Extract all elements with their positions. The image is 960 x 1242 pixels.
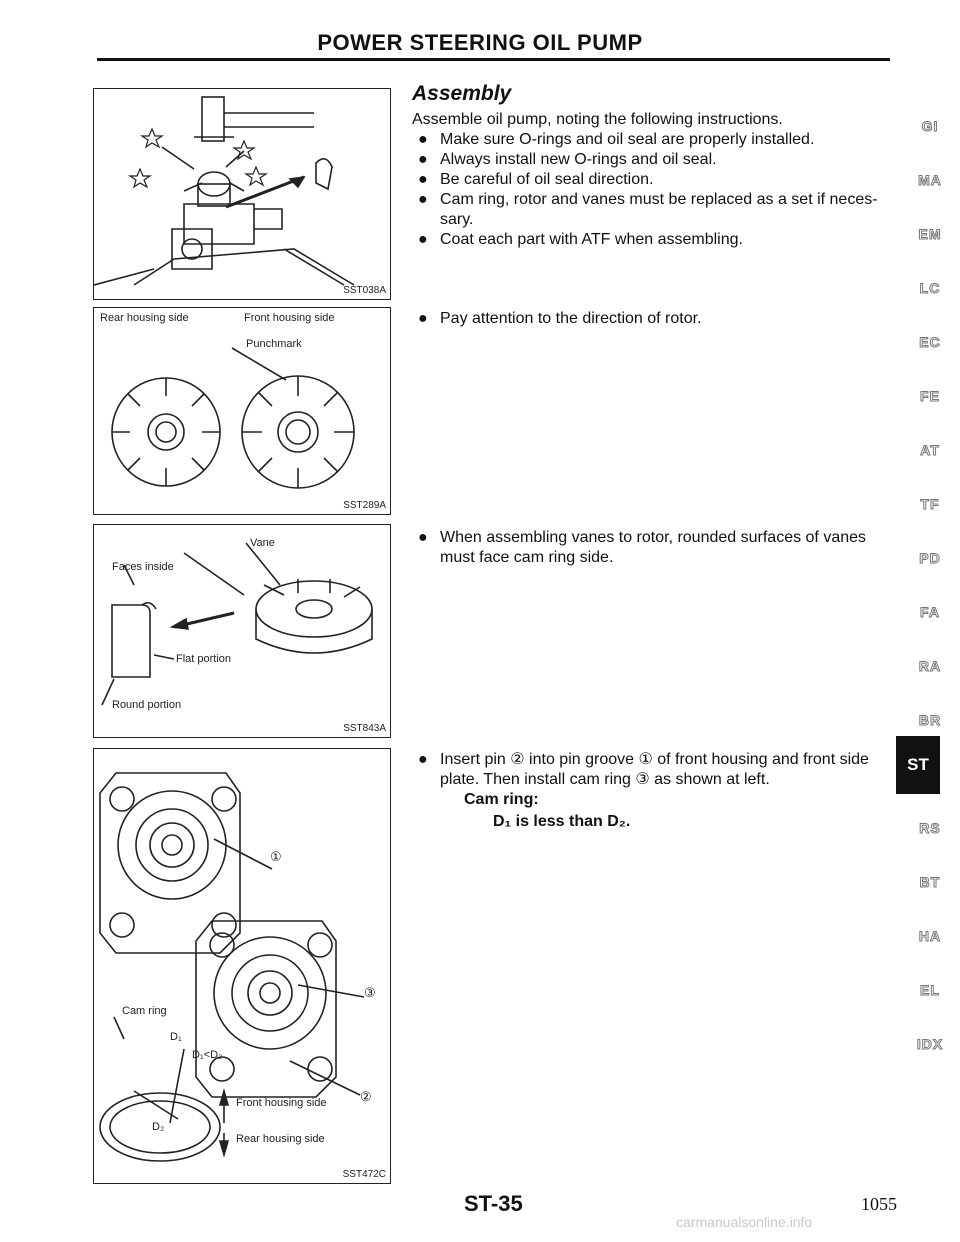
figure-code: SST289A [343, 500, 386, 511]
bullet-text: Cam ring, rotor and vanes must be replaced as a set if neces- [440, 191, 878, 208]
bullet-dot: ● [418, 310, 428, 327]
figure-rotor-direction [93, 307, 391, 515]
label-punchmark: Punchmark [246, 338, 302, 350]
figure-code: SST843A [343, 723, 386, 734]
label-vane: Vane [250, 537, 275, 549]
step-text: When assembling vanes to rotor, rounded surfaces of vanes [440, 529, 867, 546]
cam-ring-rule: D₁ is less than D₂. [493, 813, 631, 830]
step-text: plate. Then install cam ring ③ as shown at left. [440, 771, 770, 788]
side-tab-at[interactable]: AT [920, 442, 940, 458]
step-text: Insert pin ② into pin groove ① of front housing and front side [440, 751, 869, 768]
side-tab-br[interactable]: BR [918, 712, 942, 728]
side-tab-ra[interactable]: RA [918, 658, 942, 674]
watermark: carmanualsonline.info [676, 1214, 813, 1230]
step-text: Pay attention to the direction of rotor. [440, 310, 702, 327]
bullet-text: Be careful of oil seal direction. [440, 171, 654, 188]
side-tab-pd[interactable]: PD [919, 550, 941, 566]
label-rear-housing-side: Rear housing side [100, 312, 189, 324]
side-tab-gi[interactable]: GI [921, 118, 939, 134]
label-d2: D₂ [152, 1121, 165, 1133]
label-front-housing-side: Front housing side [244, 312, 335, 324]
bullet-text: Make sure O-rings and oil seal are properly installed. [440, 131, 815, 148]
bullet-dot: ● [418, 231, 428, 248]
label-faces-inside: Faces inside [112, 561, 174, 573]
side-tab-ma[interactable]: MA [918, 172, 942, 188]
bullet-dot: ● [418, 529, 428, 546]
side-tab-bt[interactable]: BT [919, 874, 941, 890]
assembly-intro: Assemble oil pump, noting the following instructions. [412, 111, 783, 128]
cam-ring-illustration [94, 749, 390, 1183]
page-title: POWER STEERING OIL PUMP [317, 30, 643, 55]
side-tab-ec[interactable]: EC [919, 334, 941, 350]
label-cam-ring: Cam ring [122, 1005, 167, 1017]
label-front-housing-side: Front housing side [236, 1097, 327, 1109]
figure-code: SST472C [342, 1169, 386, 1180]
page-number: 1055 [861, 1194, 897, 1214]
section-heading-assembly: Assembly [412, 82, 512, 105]
bullet-dot: ● [418, 191, 428, 208]
side-tab-fa[interactable]: FA [920, 604, 940, 620]
label-flat-portion: Flat portion [176, 653, 232, 665]
bullet-dot: ● [418, 171, 428, 188]
cam-ring-label: Cam ring: [464, 791, 539, 808]
title-rule [97, 58, 890, 61]
page-code: ST-35 [464, 1191, 523, 1216]
side-tab-rs[interactable]: RS [919, 820, 941, 836]
label-d1-less-than-d2: D₁<D₂ [192, 1049, 223, 1061]
rotor-illustration [94, 308, 390, 514]
side-tab-st-active[interactable]: ST [896, 736, 940, 794]
label-rear-housing-side: Rear housing side [236, 1133, 325, 1145]
bullet-dot: ● [418, 151, 428, 168]
figure-cam-ring [93, 748, 391, 1184]
callout-pin-groove: ① [270, 849, 282, 864]
side-tab-fe[interactable]: FE [920, 388, 940, 404]
side-tab-idx[interactable]: IDX [916, 1036, 944, 1052]
callout-pin: ② [360, 1089, 372, 1104]
callout-cam-ring: ③ [364, 985, 376, 1000]
side-tab-lc[interactable]: LC [919, 280, 941, 296]
label-d1: D₁ [170, 1031, 182, 1043]
bullet-dot: ● [418, 751, 428, 768]
bullet-text: Coat each part with ATF when assembling. [440, 231, 743, 248]
side-tab-em[interactable]: EM [918, 226, 942, 242]
side-tab-ha[interactable]: HA [918, 928, 942, 944]
bullet-dot: ● [418, 131, 428, 148]
oil-seal-illustration [94, 89, 390, 299]
figure-oil-seal-install [93, 88, 391, 300]
side-tab-el[interactable]: EL [920, 982, 940, 998]
step-text: must face cam ring side. [440, 549, 614, 566]
side-tab-tf[interactable]: TF [920, 496, 940, 512]
figure-vane-direction [93, 524, 391, 738]
bullet-text: sary. [440, 211, 474, 228]
label-round-portion: Round portion [112, 699, 182, 711]
figure-code: SST038A [343, 285, 386, 296]
bullet-text: Always install new O-rings and oil seal. [440, 151, 717, 168]
